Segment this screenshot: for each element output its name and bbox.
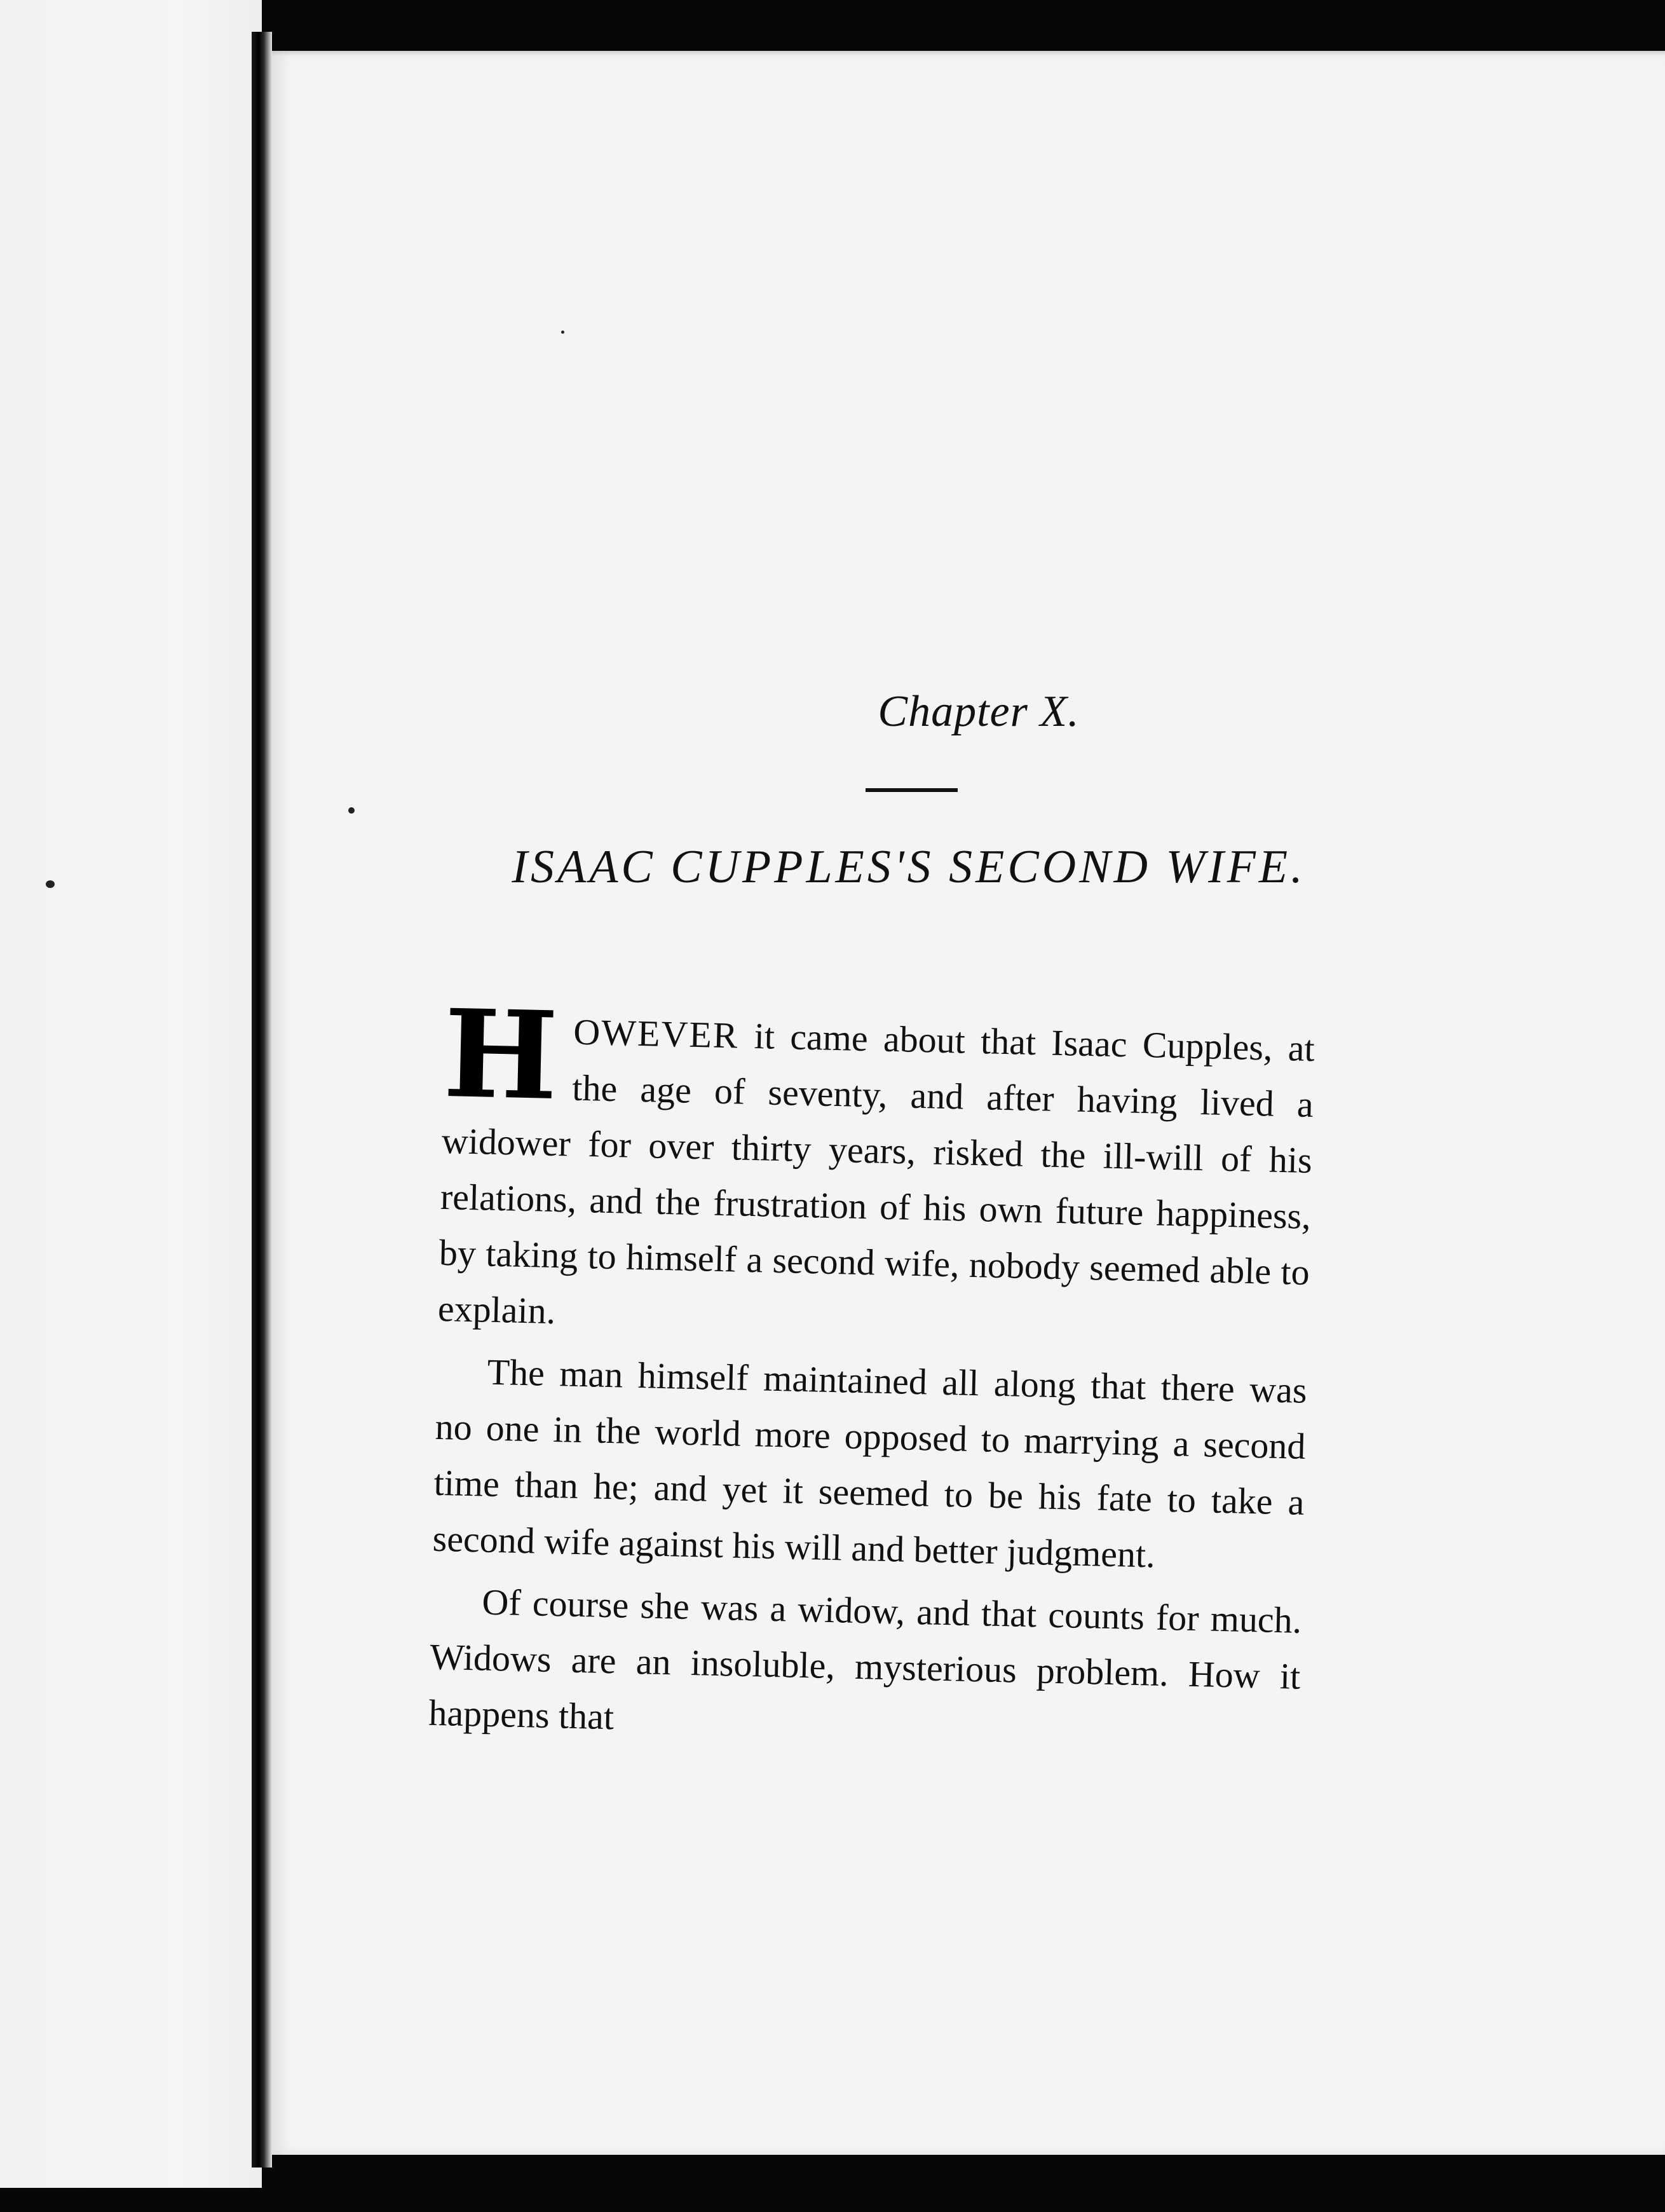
heading-rule (866, 788, 958, 792)
chapter-title: ISAAC CUPPLES'S SECOND WIFE. (512, 841, 1306, 893)
opening-word: OWEVER (573, 1011, 740, 1056)
chapter-body (428, 983, 1315, 1767)
book-gutter (252, 32, 272, 2168)
paragraph: The man himself maintained all along that there was no one in the world more opposed to marrying a second time than he; and yet it seemed to be his fate to take a second wife against his will and better judgment. (432, 1351, 1308, 1576)
ink-speck (561, 331, 564, 334)
drop-cap: H (442, 983, 560, 1128)
paragraph (437, 983, 1315, 1356)
facing-page (0, 0, 262, 2188)
ink-speck (46, 880, 55, 888)
paragraph: Of course she was a widow, and that counts for much. Widows are an insoluble, mysterious problem. How it happens that (428, 1581, 1302, 1738)
paragraph-text: it came about that Isaac Cupples, at the age of seventy, and after having lived a widower for over thirty years, risked the ill-will of his relations, and the frustration of his own future happiness, by taking to himself a second wife, nobody seemed able to explain. (437, 1014, 1315, 1332)
chapter-heading: Chapter X. (878, 687, 1080, 736)
ink-speck (348, 807, 355, 814)
